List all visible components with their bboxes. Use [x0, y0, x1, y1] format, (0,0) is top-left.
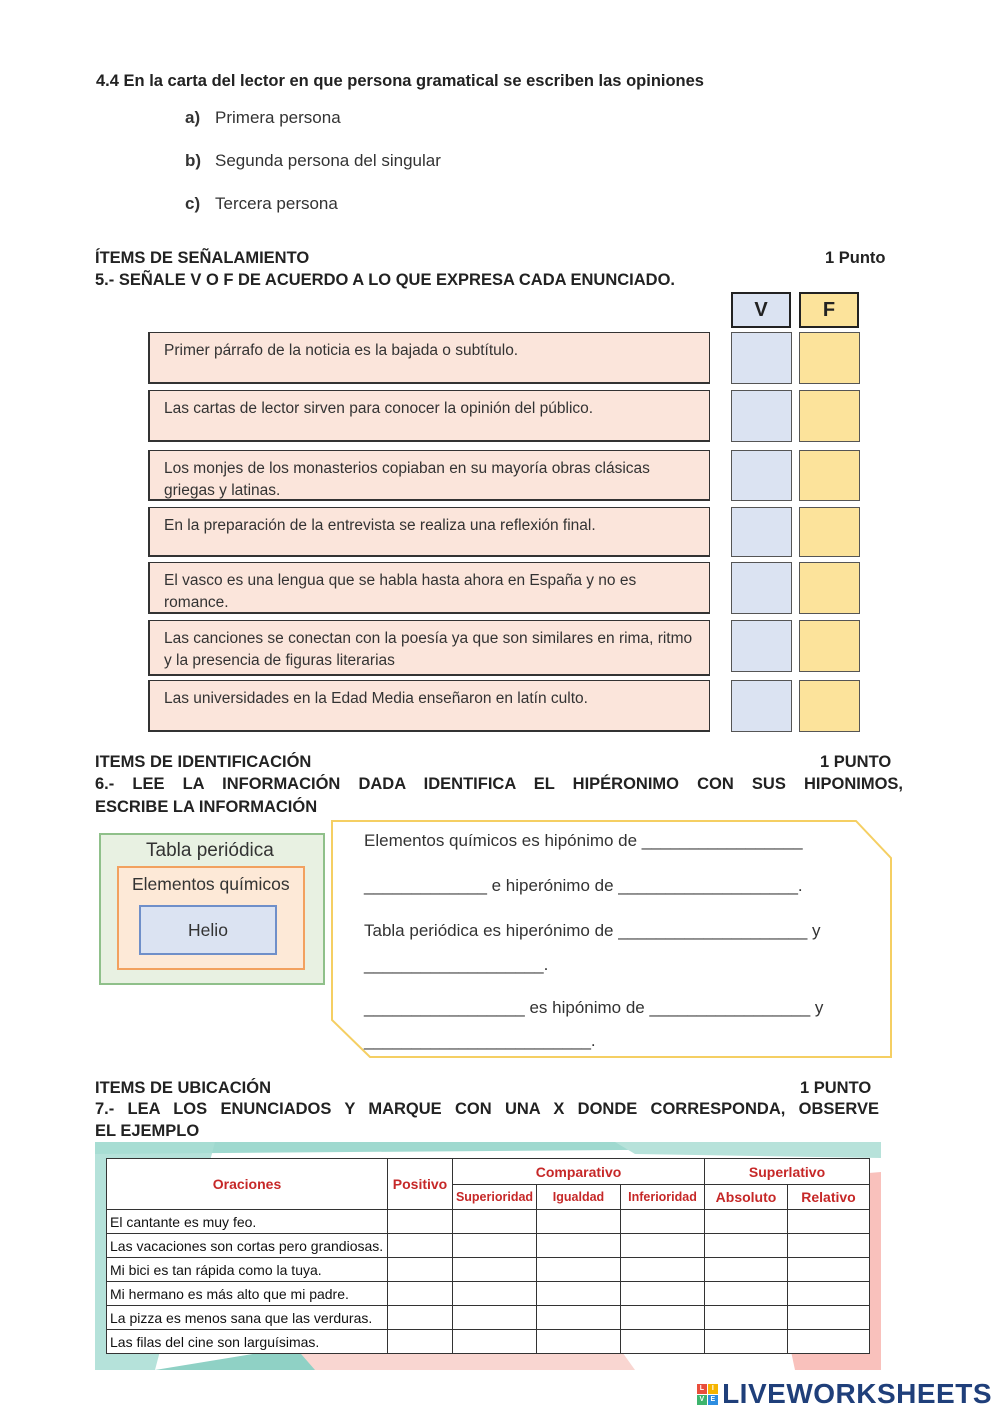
f-column-header: F	[799, 292, 859, 328]
v-answer-cell-6[interactable]	[731, 620, 792, 672]
answer-cell[interactable]	[788, 1282, 870, 1306]
answer-cell[interactable]	[788, 1234, 870, 1258]
logo-text: LIVEWORKSHEETS	[722, 1378, 992, 1409]
fill-line-2[interactable]: _____________ e hiperónimo de ___________________.	[364, 876, 803, 895]
option-letter: b)	[185, 151, 202, 170]
v-answer-cell-2[interactable]	[731, 390, 792, 442]
header-superlativo: Superlativo	[705, 1159, 870, 1185]
fill-line-6[interactable]: ________________________.	[364, 1031, 596, 1050]
answer-cell[interactable]	[705, 1234, 788, 1258]
f-answer-cell-7[interactable]	[799, 680, 860, 732]
header-absoluto: Absoluto	[705, 1185, 788, 1210]
answer-cell[interactable]	[537, 1282, 621, 1306]
section-5-instruction: 5.- SEÑALE V O F DE ACUERDO A LO QUE EXPRESA CADA ENUNCIADO.	[95, 271, 675, 289]
answer-cell[interactable]	[537, 1306, 621, 1330]
answer-cell[interactable]	[388, 1258, 453, 1282]
answer-cell[interactable]	[388, 1282, 453, 1306]
answer-cell[interactable]	[537, 1330, 621, 1354]
answer-cell[interactable]	[453, 1282, 537, 1306]
table-row	[107, 1282, 870, 1306]
f-answer-cell-4[interactable]	[799, 507, 860, 557]
f-answer-cell-6[interactable]	[799, 620, 860, 672]
v-column-header: V	[731, 292, 791, 328]
answer-cell[interactable]	[705, 1282, 788, 1306]
answer-cell[interactable]	[537, 1234, 621, 1258]
f-answer-cell-2[interactable]	[799, 390, 860, 442]
statement-2: Las cartas de lector sirven para conocer la opinión del público.	[148, 390, 710, 442]
answer-cell[interactable]	[705, 1258, 788, 1282]
fill-line-1[interactable]: Elementos químicos es hipónimo de _________________	[364, 831, 803, 850]
table-row	[107, 1258, 870, 1282]
section-7-instruction-line2: EL EJEMPLO	[95, 1122, 200, 1140]
option-text: Segunda persona del singular	[215, 151, 441, 170]
answer-cell[interactable]	[537, 1210, 621, 1234]
answer-cell[interactable]	[788, 1210, 870, 1234]
option-b[interactable]	[185, 151, 441, 171]
answer-cell[interactable]	[621, 1258, 705, 1282]
answer-cell[interactable]	[788, 1330, 870, 1354]
answer-cell[interactable]	[621, 1234, 705, 1258]
degrees-table	[106, 1158, 870, 1354]
f-answer-cell-5[interactable]	[799, 562, 860, 614]
table-row	[107, 1210, 870, 1234]
answer-cell[interactable]	[621, 1210, 705, 1234]
option-c[interactable]	[185, 194, 338, 214]
logo-mark-i: I	[708, 1384, 718, 1394]
section-5-heading: ÍTEMS DE SEÑALAMIENTO	[95, 249, 310, 267]
sentence-cell: La pizza es menos sana que las verduras.	[107, 1306, 388, 1330]
header-oraciones: Oraciones	[107, 1159, 388, 1210]
section-7-instruction-line1: 7.- LEA LOS ENUNCIADOS Y MARQUE CON UNA X DONDE CORRESPONDA, OBSERVE	[95, 1100, 879, 1118]
answer-cell[interactable]	[388, 1234, 453, 1258]
answer-cell[interactable]	[453, 1306, 537, 1330]
table-row	[107, 1330, 870, 1354]
header-igualdad: Igualdad	[537, 1185, 621, 1210]
answer-cell[interactable]	[388, 1330, 453, 1354]
v-answer-cell-5[interactable]	[731, 562, 792, 614]
answer-cell[interactable]	[537, 1258, 621, 1282]
answer-cell[interactable]	[705, 1330, 788, 1354]
liveworksheets-logo[interactable]	[697, 1378, 992, 1410]
answer-cell[interactable]	[621, 1282, 705, 1306]
section-6-heading: ITEMS DE IDENTIFICACIÓN	[95, 753, 312, 771]
header-comparativo: Comparativo	[453, 1159, 705, 1185]
answer-cell[interactable]	[388, 1306, 453, 1330]
answer-cell[interactable]	[788, 1258, 870, 1282]
v-answer-cell-3[interactable]	[731, 450, 792, 501]
answer-cell[interactable]	[388, 1210, 453, 1234]
statement-3: Los monjes de los monasterios copiaban en su mayoría obras clásicas griegas y latinas.	[148, 450, 710, 501]
f-answer-cell-3[interactable]	[799, 450, 860, 501]
statement-5: El vasco es una lengua que se habla hasta ahora en España y no es romance.	[148, 562, 710, 614]
statement-4: En la preparación de la entrevista se realiza una reflexión final.	[148, 507, 710, 557]
v-answer-cell-7[interactable]	[731, 680, 792, 732]
sentence-cell: Mi bici es tan rápida como la tuya.	[107, 1258, 388, 1282]
statement-7: Las universidades en la Edad Media enseñaron en latín culto.	[148, 680, 710, 732]
f-answer-cell-1[interactable]	[799, 332, 860, 384]
header-superioridad: Superioridad	[453, 1185, 537, 1210]
section-6-points: 1 PUNTO	[820, 753, 892, 771]
fill-line-4[interactable]: ___________________.	[364, 955, 549, 974]
answer-cell[interactable]	[621, 1306, 705, 1330]
logo-mark-icon	[697, 1384, 718, 1405]
section-6-instruction-line1: 6.- LEE LA INFORMACIÓN DADA IDENTIFICA EL HIPÉRONIMO CON SUS HIPONIMOS,	[95, 775, 903, 793]
section-7-heading: ITEMS DE UBICACIÓN	[95, 1079, 272, 1097]
v-answer-cell-1[interactable]	[731, 332, 792, 384]
answer-cell[interactable]	[453, 1330, 537, 1354]
hyperonym-label: Tabla periódica	[146, 840, 274, 861]
answer-cell[interactable]	[705, 1306, 788, 1330]
answer-cell[interactable]	[453, 1210, 537, 1234]
statement-1: Primer párrafo de la noticia es la bajada o subtítulo.	[148, 332, 710, 384]
hyponym-box-inner: Helio	[139, 905, 277, 955]
sentence-cell: Mi hermano es más alto que mi padre.	[107, 1282, 388, 1306]
answer-cell[interactable]	[621, 1330, 705, 1354]
header-positivo: Positivo	[388, 1159, 453, 1210]
v-answer-cell-4[interactable]	[731, 507, 792, 557]
middle-label: Elementos químicos	[132, 874, 290, 894]
answer-cell[interactable]	[705, 1210, 788, 1234]
logo-mark-l: L	[697, 1384, 707, 1394]
section-6-instruction-line2: ESCRIBE LA INFORMACIÓN	[95, 798, 318, 816]
logo-mark-v: V	[697, 1395, 707, 1405]
table-row	[107, 1306, 870, 1330]
answer-cell[interactable]	[788, 1306, 870, 1330]
table-row	[107, 1234, 870, 1258]
option-letter: a)	[185, 108, 201, 127]
option-letter: c)	[185, 194, 201, 213]
section-7-points: 1 PUNTO	[800, 1079, 872, 1097]
answer-cell[interactable]	[453, 1234, 537, 1258]
statement-6: Las canciones se conectan con la poesía ya que son similares en rima, ritmo y la presencia de figuras literarias	[148, 620, 710, 676]
option-text: Tercera persona	[215, 194, 338, 213]
question-4-4-title: 4.4 En la carta del lector en que persona gramatical se escriben las opiniones	[96, 72, 704, 90]
option-text: Primera persona	[215, 108, 341, 127]
header-inferioridad: Inferioridad	[621, 1185, 705, 1210]
answer-cell[interactable]	[453, 1258, 537, 1282]
sentence-cell: Las vacaciones son cortas pero grandiosas.	[107, 1234, 388, 1258]
fill-line-3[interactable]: Tabla periódica es hiperónimo de ____________________ y	[364, 921, 821, 940]
section-5-points: 1 Punto	[825, 249, 886, 267]
header-relativo: Relativo	[788, 1185, 870, 1210]
sentence-cell: Las filas del cine son larguísimas.	[107, 1330, 388, 1354]
logo-mark-e: E	[708, 1395, 718, 1405]
fill-line-5[interactable]: _________________ es hipónimo de _________________ y	[364, 998, 824, 1017]
sentence-cell: El cantante es muy feo.	[107, 1210, 388, 1234]
option-a[interactable]	[185, 108, 341, 128]
